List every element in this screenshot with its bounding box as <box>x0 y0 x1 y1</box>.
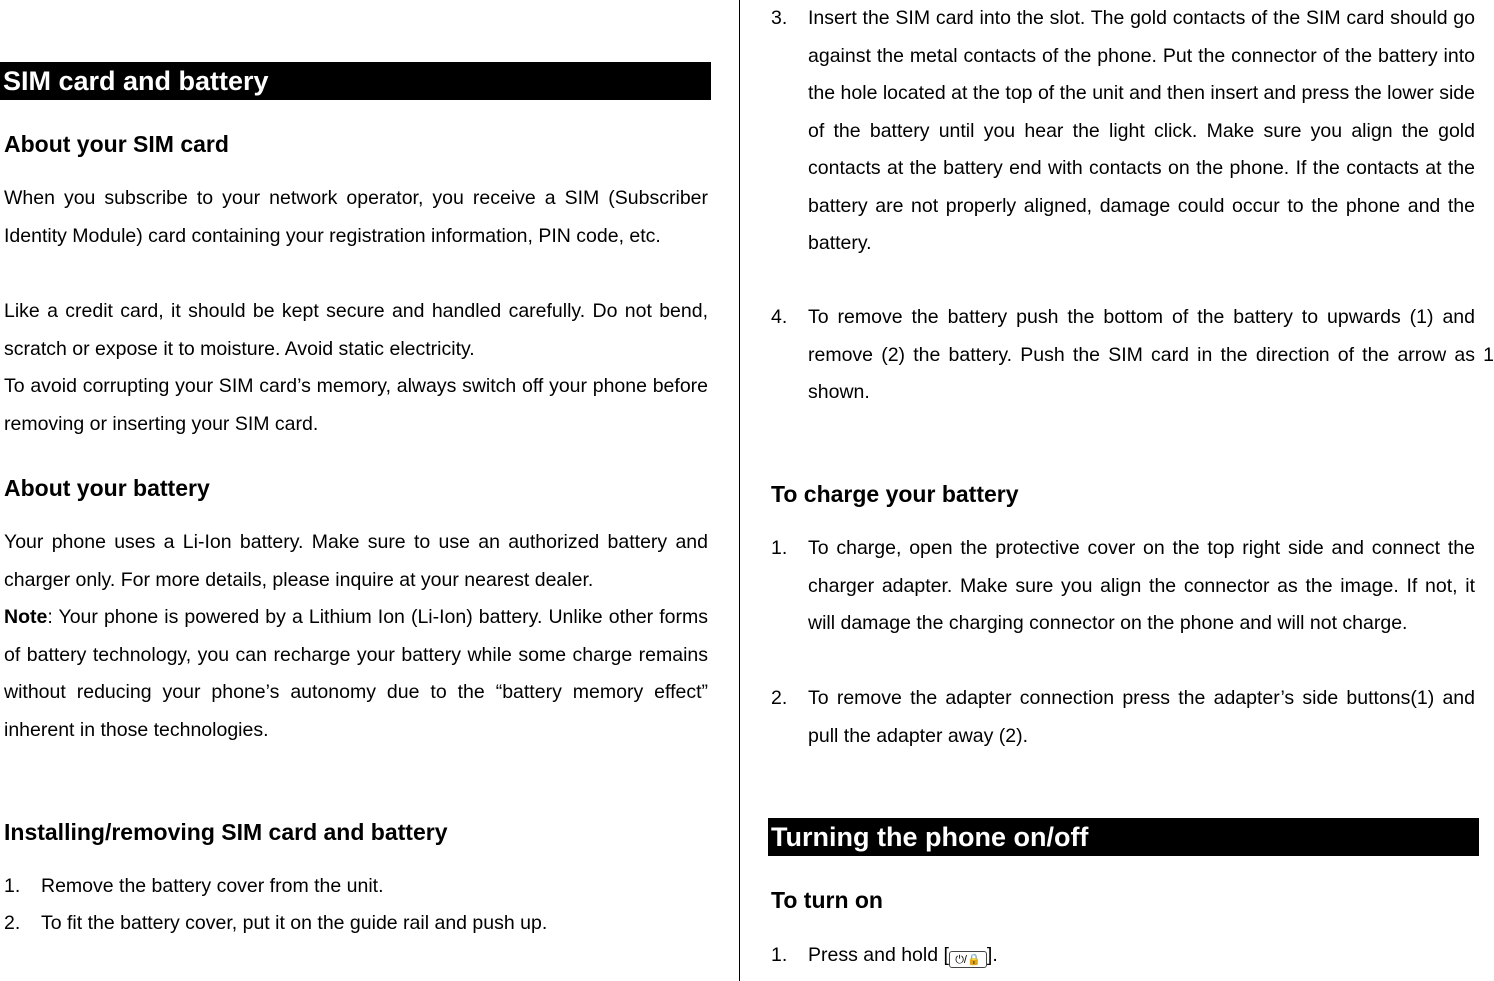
paragraph-sim-memory: To avoid corrupting your SIM card’s memory, always switch off your phone before removing or inserting your SIM card. <box>4 375 708 435</box>
list-item-number: 2. <box>771 687 788 709</box>
paragraph-sim-intro: When you subscribe to your network operator, you receive a SIM (Subscriber Identity Module) card containing your registration information, PIN code, etc. <box>4 187 708 247</box>
list-item-number: 1. <box>771 944 788 966</box>
list-item-number: 2. <box>4 912 21 934</box>
text-before-key: Press and hold [ <box>808 944 949 966</box>
list-item-number: 4. <box>771 306 788 328</box>
list-item-text: To remove the adapter connection press the adapter’s side buttons(1) and pull the adapter away (2). <box>808 687 1475 747</box>
paragraph-battery-note <box>4 599 708 749</box>
list-item-text: Insert the SIM card into the slot. The gold contacts of the SIM card should go against the metal contacts of the phone. Put the connector of the battery into the hole located at the top of the unit and then insert and press the lower side of the battery until you hear the light click. Make sure you align the gold contacts at the battery end with contacts on the phone. If the contacts at the battery are not properly aligned, damage could occur to the phone and the battery. <box>808 7 1475 254</box>
heading-turn-on: To turn on <box>771 887 883 913</box>
column-divider <box>739 0 740 981</box>
page-number: 1 <box>1483 344 1494 366</box>
section-banner-turning-on-off: Turning the phone on/off <box>768 818 1479 856</box>
note-label: Note <box>4 606 48 628</box>
list-item-number: 1. <box>771 537 788 559</box>
paragraph-battery-intro: Your phone uses a Li-Ion battery. Make sure to use an authorized battery and charger only. For more details, please inquire at your nearest dealer. <box>4 531 708 591</box>
list-item-text: To remove the battery push the bottom of the battery to upwards (1) and remove (2) the battery. Push the SIM card in the direction of the arrow as shown. <box>808 306 1475 403</box>
list-item-text: To charge, open the protective cover on the top right side and connect the charger adapter. Make sure you align the connector as the image. If not, it will damage the charging connector on the phone and will not charge. <box>808 537 1475 634</box>
list-item-text <box>808 937 1475 975</box>
list-item-text: Remove the battery cover from the unit. <box>41 875 384 897</box>
heading-installing: Installing/removing SIM card and battery <box>4 819 448 845</box>
paragraph-sim-care: Like a credit card, it should be kept secure and handled carefully. Do not bend, scratch or expose it to moisture. Avoid static electricity. <box>4 300 708 360</box>
list-item-number: 1. <box>4 875 21 897</box>
list-item-number: 3. <box>771 7 788 29</box>
heading-about-sim: About your SIM card <box>4 131 229 157</box>
text-after-key: ]. <box>986 944 998 966</box>
heading-charge-battery: To charge your battery <box>771 481 1019 507</box>
power-lock-key-icon: ⏻/🔒 <box>949 951 987 968</box>
note-text: : Your phone is powered by a Lithium Ion (Li-Ion) battery. Unlike other forms of battery technology, you can recharge your battery while some charge remains without reducing your phone’s autonomy due to the “battery memory effect” inherent in those technologies. <box>4 606 708 741</box>
section-banner-sim-battery: SIM card and battery <box>0 62 711 100</box>
list-item-text: To fit the battery cover, put it on the guide rail and push up. <box>41 912 548 934</box>
heading-about-battery: About your battery <box>4 475 210 501</box>
